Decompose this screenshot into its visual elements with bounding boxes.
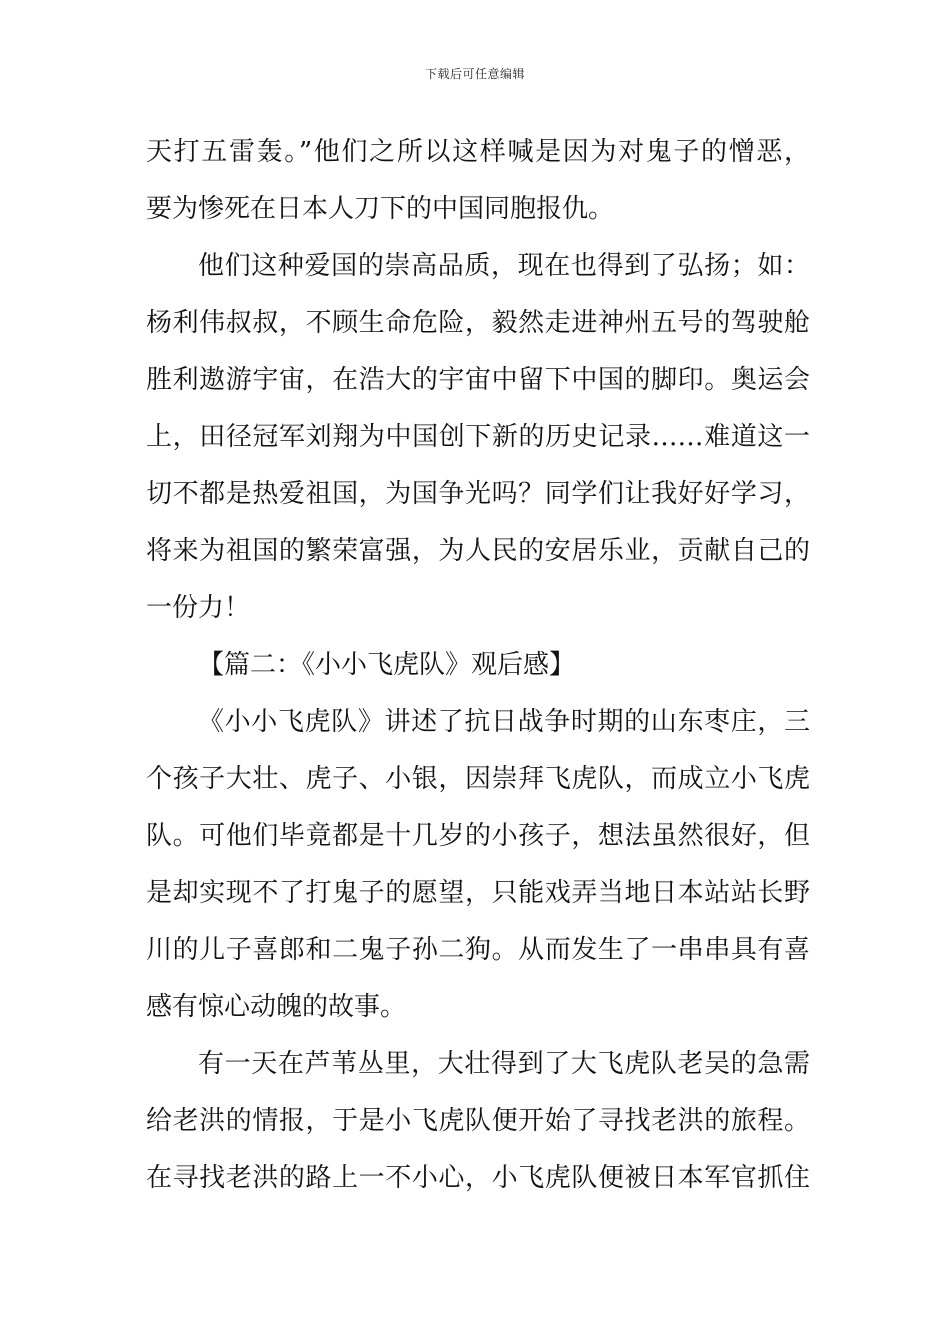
- text-line: 个孩子大壮、虎子、小银，因崇拜飞虎队，而成立小飞虎: [146, 764, 810, 794]
- text-line: 《小小飞虎队》讲述了抗日战争时期的山东枣庄，三: [198, 707, 810, 737]
- header-note: 下载后可任意编辑: [424, 67, 525, 81]
- text-line: 感有惊心动魄的故事。: [146, 992, 407, 1022]
- text-line: 天打五雷轰。”他们之所以这样喊是因为对鬼子的憎恶，: [146, 137, 810, 167]
- text-line: 有一天在芦苇丛里，大壮得到了大飞虎队老吴的急需: [198, 1049, 810, 1079]
- text-line: 切不都是热爱祖国，为国争光吗？同学们让我好好学习，: [146, 479, 810, 509]
- section-heading: 【篇二：《小小飞虎队》观后感】: [198, 650, 576, 680]
- text-line: 在寻找老洪的路上一不小心，小飞虎队便被日本军官抓住: [146, 1163, 810, 1193]
- text-line: 他们这种爱国的崇高品质，现在也得到了弘扬；如：: [198, 251, 810, 281]
- text-line: 川的儿子喜郎和二鬼子孙二狗。从而发生了一串串具有喜: [146, 935, 810, 965]
- text-line: 一份力！: [146, 593, 251, 623]
- text-line: 将来为祖国的繁荣富强，为人民的安居乐业，贡献自己的: [146, 536, 810, 566]
- text-line: 上，田径冠军刘翔为中国创下新的历史记录……难道这一: [146, 422, 810, 452]
- body-text: [146, 124, 810, 1207]
- text-line: 杨利伟叔叔，不顾生命危险，毅然走进神州五号的驾驶舱: [146, 308, 810, 338]
- text-line: 队。可他们毕竟都是十几岁的小孩子，想法虽然很好，但: [146, 821, 810, 851]
- text-line: 要为惨死在日本人刀下的中国同胞报仇。: [146, 194, 615, 224]
- text-line: 给老洪的情报，于是小飞虎队便开始了寻找老洪的旅程。: [146, 1106, 810, 1136]
- text-line: 是却实现不了打鬼子的愿望，只能戏弄当地日本站站长野: [146, 878, 810, 908]
- text-line: 胜利遨游宇宙，在浩大的宇宙中留下中国的脚印。奥运会: [146, 365, 810, 395]
